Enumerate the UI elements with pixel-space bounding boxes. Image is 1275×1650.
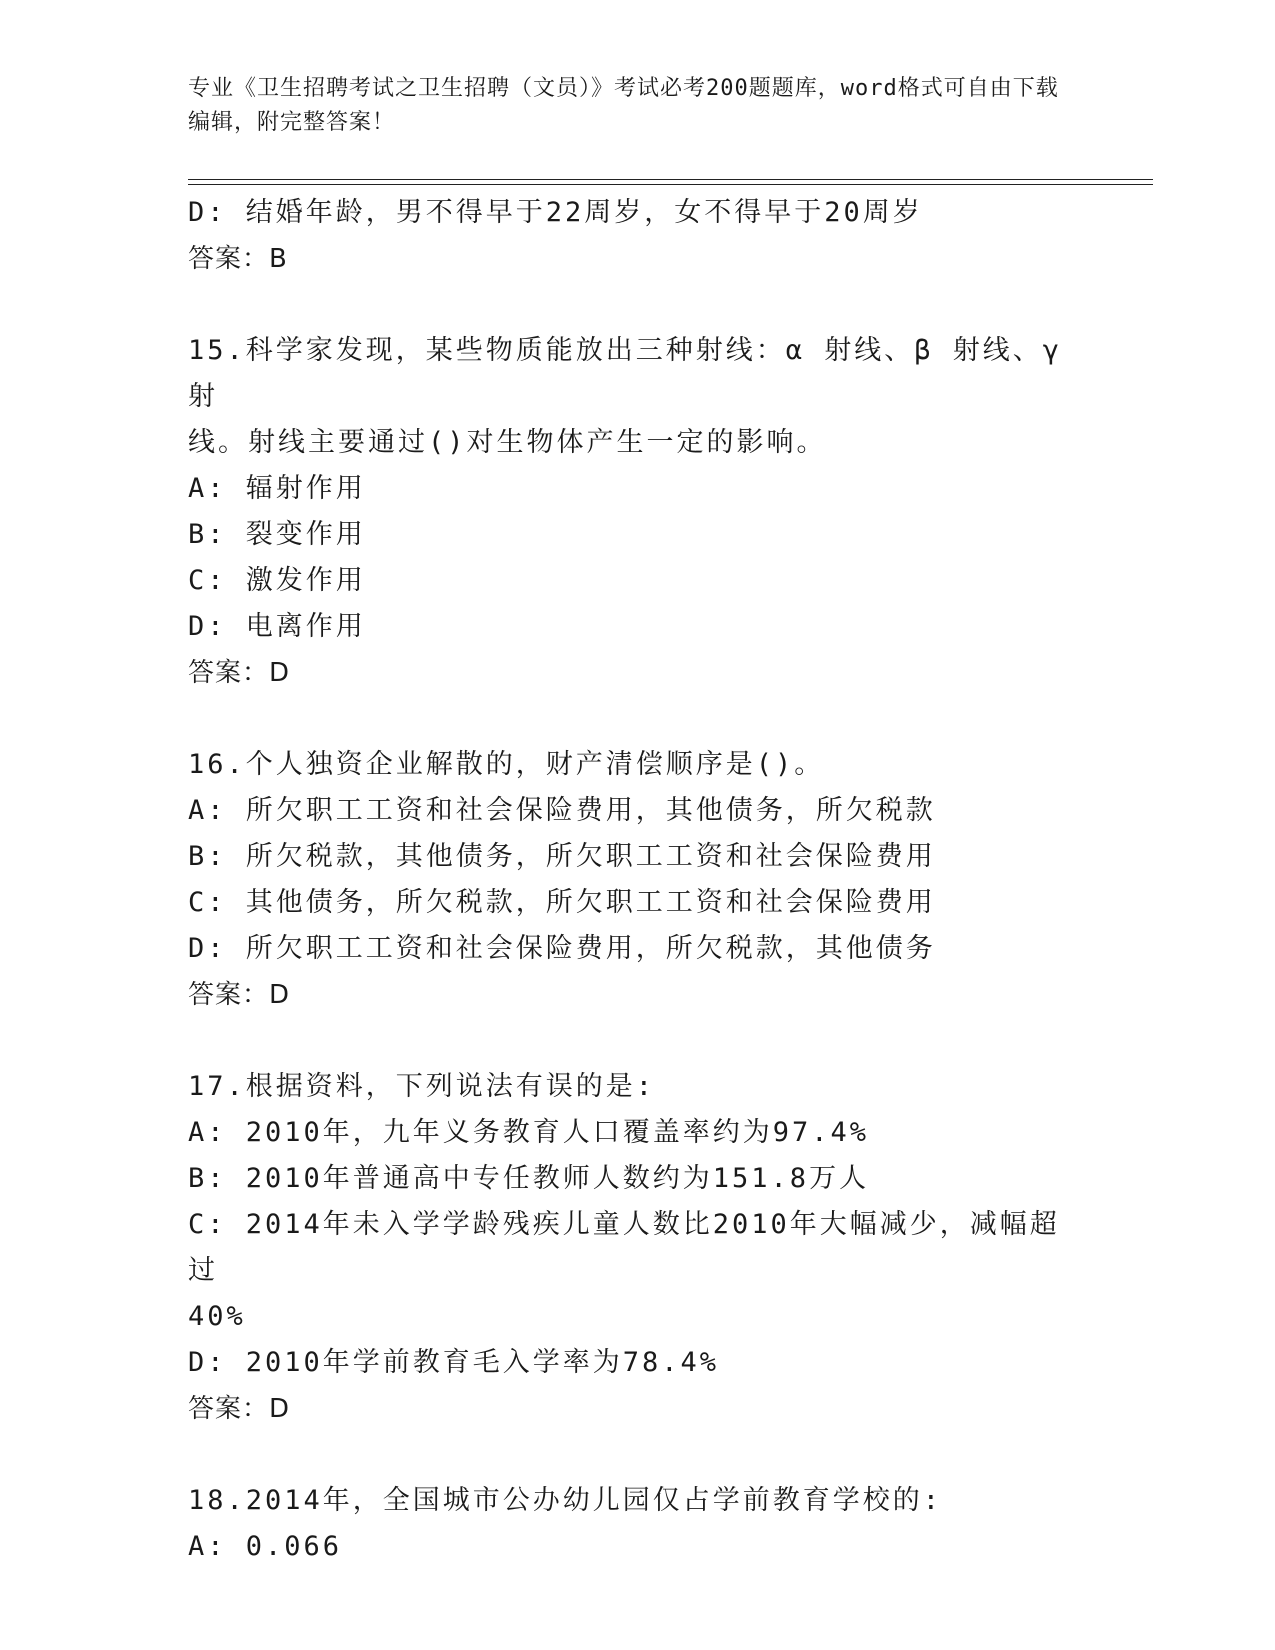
answer: 答案：B xyxy=(188,244,288,274)
header-rule-bottom xyxy=(188,184,1153,185)
option-a: A: 0.066 xyxy=(188,1531,343,1562)
option-c: C: 2014年未入学学龄残疾儿童人数比2010年大幅减少，减幅超过 xyxy=(188,1209,1060,1286)
option-a: A: 所欠职工工资和社会保险费用，其他债务，所欠税款 xyxy=(188,795,936,826)
option-a: A: 辐射作用 xyxy=(188,473,366,504)
spacer xyxy=(188,282,1088,328)
question-list xyxy=(188,190,1088,1570)
spacer xyxy=(188,696,1088,742)
option-d: D: 2010年学前教育毛入学率为78.4% xyxy=(188,1347,720,1378)
answer: 答案：D xyxy=(188,658,291,688)
question-15 xyxy=(188,328,1088,696)
option-b: B: 裂变作用 xyxy=(188,519,366,550)
spacer xyxy=(188,1018,1088,1064)
header-text: 专业《卫生招聘考试之卫生招聘（文员）》考试必考200题题库，word格式可自由下载编辑，附完整答案！ xyxy=(188,76,1059,135)
question-stem: 17.根据资料，下列说法有误的是: xyxy=(188,1071,656,1102)
document-header xyxy=(188,72,1068,140)
question-stem: 16.个人独资企业解散的，财产清偿顺序是()。 xyxy=(188,749,825,780)
option-d: D: 结婚年龄，男不得早于22周岁，女不得早于20周岁 xyxy=(188,197,923,228)
answer: 答案：D xyxy=(188,980,291,1010)
option-a: A: 2010年，九年义务教育人口覆盖率约为97.4% xyxy=(188,1117,870,1148)
option-c: C: 激发作用 xyxy=(188,565,366,596)
option-b: B: 所欠税款，其他债务，所欠职工工资和社会保险费用 xyxy=(188,841,936,872)
option-c: C: 其他债务，所欠税款，所欠职工工资和社会保险费用 xyxy=(188,887,936,918)
question-16 xyxy=(188,742,1088,1018)
option-d: D: 电离作用 xyxy=(188,611,366,642)
header-rule-top xyxy=(188,179,1153,180)
question-stem-cont: 线。射线主要通过()对生物体产生一定的影响。 xyxy=(188,427,827,458)
spacer xyxy=(188,1432,1088,1478)
question-18 xyxy=(188,1478,1088,1570)
question-stem: 18.2014年，全国城市公办幼儿园仅占学前教育学校的: xyxy=(188,1485,943,1516)
question-stem: 15.科学家发现，某些物质能放出三种射线：α 射线、β 射线、γ 射 xyxy=(188,335,1082,412)
option-d: D: 所欠职工工资和社会保险费用，所欠税款，其他债务 xyxy=(188,933,936,964)
option-c-cont: 40% xyxy=(188,1301,246,1332)
question-14-tail xyxy=(188,190,1088,282)
answer: 答案：D xyxy=(188,1394,291,1424)
option-b: B: 2010年普通高中专任教师人数约为151.8万人 xyxy=(188,1163,870,1194)
question-17 xyxy=(188,1064,1088,1432)
